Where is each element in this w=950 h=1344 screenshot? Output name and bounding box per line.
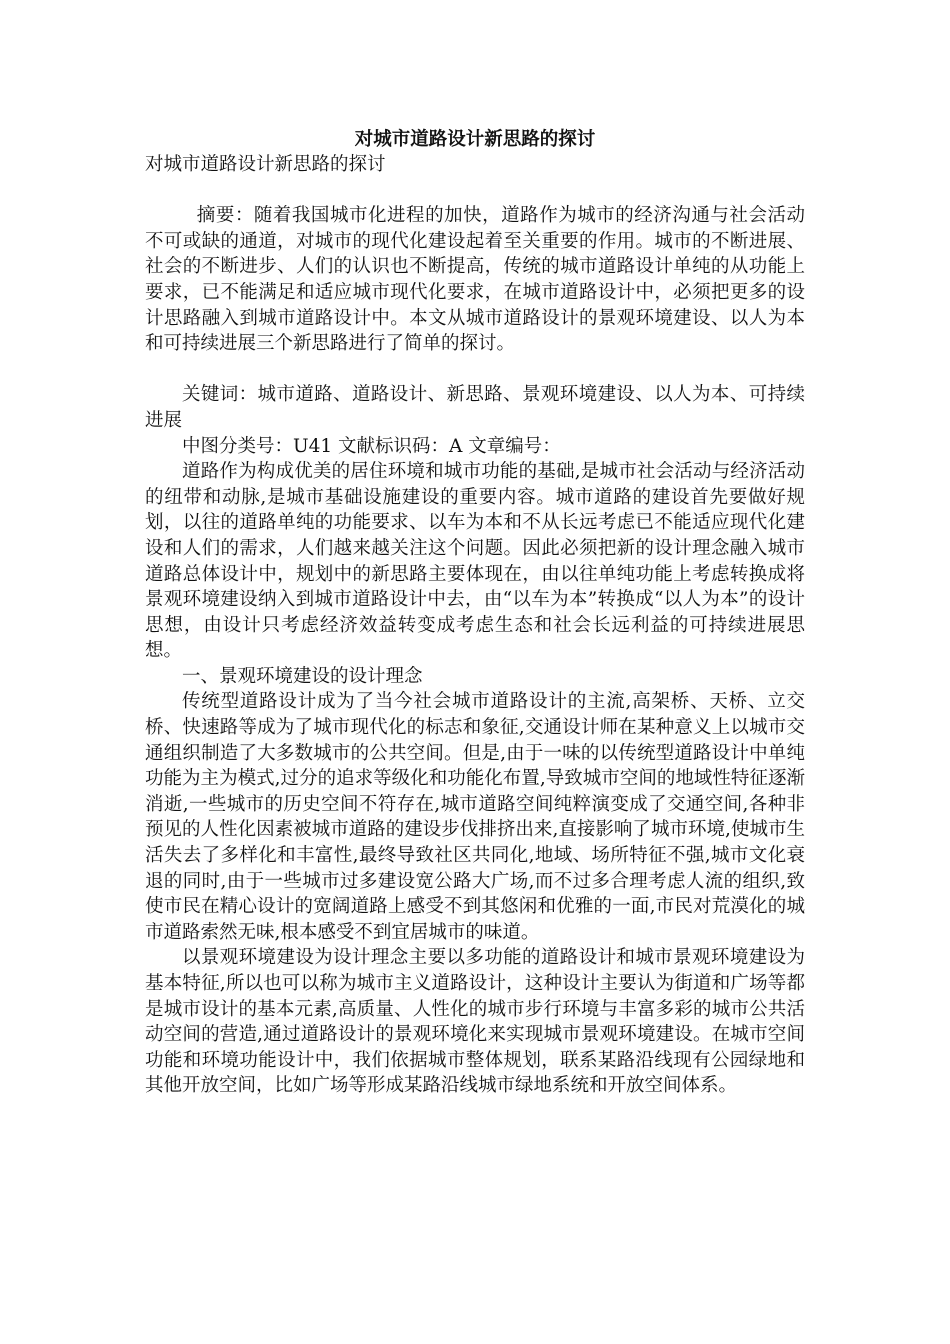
- body-paragraph: 传统型道路设计成为了当今社会城市道路设计的主流,高架桥、天桥、立交桥、快速路等成为了城市现代化的标志和象征,交通设计师在某种意义上以城市交通组织制造了大多数城市的公共空间。但是,由于一味的以传统型道路设计中单纯功能为主为模式,过分的追求等级化和功能化布置,导致城市空间的地域性特征逐渐消逝,一些城市的历史空间不符存在,城市道路空间纯粹演变成了交通空间,各种非预见的人性化因素被城市道路的建设步伐排挤出来,直接影响了城市环境,使城市生活失去了多样化和丰富性,最终导致社区共同化,地域、场所特征不强,城市文化衰退的同时,由于一些城市过多建设宽公路大广场,而不过多合理考虑人流的组织,致使市民在精心设计的宽阔道路上感受不到其悠闲和优雅的一面,市民对荒漠化的城市道路索然无味,根本感受不到宜居城市的味道。: [145, 691, 805, 943]
- document-subtitle: 对城市道路设计新思路的探讨: [145, 154, 386, 175]
- keywords-paragraph: 关键词：城市道路、道路设计、新思路、景观环境建设、以人为本、可持续进展: [145, 384, 805, 431]
- intro-paragraph: 道路作为构成优美的居住环境和城市功能的基础,是城市社会活动与经济活动的纽带和动脉,是城市基础设施建设的重要内容。城市道路的建设首先要做好规划，以往的道路单纯的功能要求、以车为本和不从长远考虑已不能适应现代化建设和人们的需求，人们越来越关注这个问题。因此必须把新的设计理念融入城市道路总体设计中，规划中的新思路主要体现在，由以往单纯功能上考虑转换成将景观环境建设纳入到城市道路设计中去，由“以车为本”转换成“以人为本”的设计思想，由设计只考虑经济效益转变成考虑生态和社会长远利益的可持续进展思想。: [145, 461, 805, 662]
- spacer: [145, 357, 805, 383]
- spacer: [145, 178, 805, 204]
- body-paragraph: 以景观环境建设为设计理念主要以多功能的道路设计和城市景观环境建设为基本特征,所以也可以称为城市主义道路设计，这种设计主要认为街道和广场等都是城市设计的基本元素,高质量、人性化的城市步行环境与丰富多彩的城市公共活动空间的营造,通过道路设计的景观环境化来实现城市景观环境建设。在城市空间功能和环境功能设计中，我们依据城市整体规划，联系某路沿线现有公园绿地和其他开放空间，比如广场等形成某路沿线城市绿地系统和开放空间体系。: [145, 947, 805, 1097]
- document-title: 对城市道路设计新思路的探讨: [354, 129, 596, 150]
- section-heading: 一、景观环境建设的设计理念: [182, 665, 423, 687]
- classification-line: 中图分类号：U41 文献标识码：A 文章编号：: [182, 435, 561, 457]
- document-body: [145, 128, 805, 1099]
- abstract-paragraph: 摘要：随着我国城市化进程的加快，道路作为城市的经济沟通与社会活动不可或缺的通道，对城市的现代化建设起着至关重要的作用。城市的不断进展、社会的不断进步、人们的认识也不断提高，传统的城市道路设计单纯的从功能上要求，已不能满足和适应城市现代化要求，在城市道路设计中，必须把更多的设计思路融入到城市道路设计中。本文从城市道路设计的景观环境建设、以人为本和可持续进展三个新思路进行了简单的探讨。: [145, 205, 805, 355]
